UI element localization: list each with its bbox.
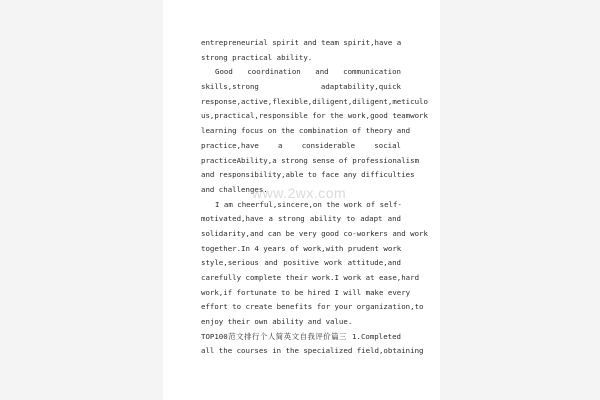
text-line: carefully complete their work.I work at ease,hard [201,273,420,282]
text-line: strong practical ability. [201,52,313,62]
paragraph-2 [201,65,428,197]
text-line: solidarity,and can be very good co-workers and work [201,228,428,238]
text-line: style,serious and positive work attitude,and [201,258,401,268]
document-body [201,36,428,359]
document-page [163,0,440,400]
text-line: enjoy their own ability and value. [201,317,353,327]
text-line: Good coordination and communication [215,67,401,77]
text-line: effort to create benefits for your organization,to [201,302,424,312]
text-line: TOP100范文排行个人简英文自我评价篇三 1.Completed [201,331,401,341]
text-line: practice,have a considerable social [201,140,401,150]
text-line: motivated,have a strong ability to adapt and [201,214,401,224]
text-line: and responsibility,able to face any difficulties [201,170,415,180]
text-line: entrepreneurial spirit and team spirit,have a [201,38,402,47]
text-line: all the courses in the specialized field,obtaining [201,346,424,356]
text-line: us,practical,responsible for the work,good teamwork [201,111,428,121]
paragraph-4 [201,330,424,359]
text-line: response,active,flexible,diligent,diligent,meticulo [201,96,428,106]
text-line: learning focus on the combination of theory and [201,126,411,136]
watermark: www.2wx.com [252,185,347,201]
text-line: skills,strong adaptability,quick [201,82,401,92]
text-line: together.In 4 years of work,with prudent work [201,243,402,253]
text-line: practiceAbility,a strong sense of professionalism [201,155,420,165]
text-line: work,if fortunate to be hired I will make every [201,287,411,297]
text-line: I am cheerful,sincere,on the work of self- [215,199,402,209]
paragraph-1 [201,36,401,65]
paragraph-3 [201,198,428,330]
text-line: and challenges. [201,184,268,194]
